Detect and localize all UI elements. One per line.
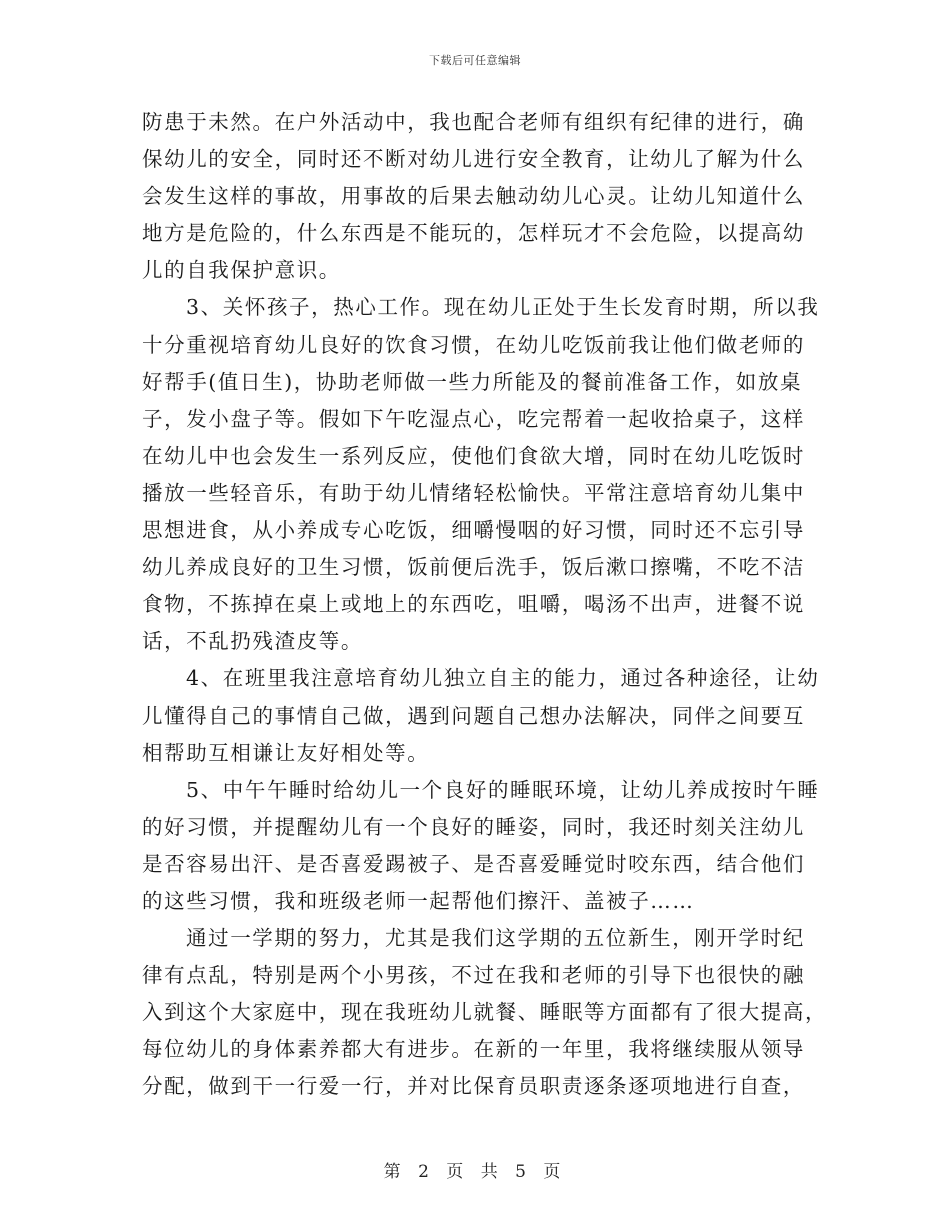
text-line: 地方是危险的，什么东西是不能玩的，怎样玩才不会危险，以提高幼	[142, 221, 805, 246]
text-line: 的好习惯，并提醒幼儿有一个良好的睡姿，同时，我还时刻关注幼儿	[142, 814, 805, 839]
text-line: 的这些习惯，我和班级老师一起帮他们擦汗、盖被子……	[142, 888, 695, 913]
text-line: 会发生这样的事故，用事故的后果去触动幼儿心灵。让幼儿知道什么	[142, 184, 805, 209]
text-line: 好帮手(值日生)，协助老师做一些力所能及的餐前准备工作，如放桌	[142, 369, 803, 394]
paragraph-3-start: 3、关怀孩子，热心工作。现在幼儿正处于生长发育时期，所以我	[186, 295, 820, 320]
text-line: 在幼儿中也会发生一系列反应，使他们食欲大增，同时在幼儿吃饭时	[142, 443, 805, 468]
text-line: 相帮助互相谦让友好相处等。	[142, 740, 430, 765]
text-line: 入到这个大家庭中，现在我班幼儿就餐、睡眠等方面都有了很大提高，	[142, 1000, 828, 1025]
text-line: 分配，做到干一行爱一行，并对比保育员职责逐条逐项地进行自查，	[142, 1074, 805, 1099]
text-line: 播放一些轻音乐，有助于幼儿情绪轻松愉快。平常注意培育幼儿集中	[142, 480, 805, 505]
text-line: 儿懂得自己的事情自己做，遇到问题自己想办法解决，同伴之间要互	[142, 703, 805, 728]
text-line: 食物，不拣掉在桌上或地上的东西吃，咀嚼，喝汤不出声，进餐不说	[142, 592, 805, 617]
text-line: 每位幼儿的身体素养都大有进步。在新的一年里，我将继续服从领导	[142, 1037, 805, 1062]
body-text	[142, 104, 828, 1106]
text-line: 是否容易出汗、是否喜爱踢被子、是否喜爱睡觉时咬东西，结合他们	[142, 851, 805, 876]
text-line: 子，发小盘子等。假如下午吃湿点心，吃完帮着一起收拾桌子，这样	[142, 406, 805, 431]
text-line: 十分重视培育幼儿良好的饮食习惯，在幼儿吃饭前我让他们做老师的	[142, 332, 805, 357]
text-line: 防患于未然。在户外活动中，我也配合老师有组织有纪律的进行，确	[142, 110, 805, 134]
text-line: 思想进食，从小养成专心吃饭，细嚼慢咽的好习惯，同时还不忘引导	[142, 518, 805, 543]
text-line: 律有点乱，特别是两个小男孩，不过在我和老师的引导下也很快的融	[142, 963, 805, 988]
text-line: 儿的自我保护意识。	[142, 258, 341, 283]
paragraph-summary-start: 通过一学期的努力，尤其是我们这学期的五位新生，刚开学时纪	[186, 926, 805, 951]
paragraph-5-start: 5、中午午睡时给幼儿一个良好的睡眠环境，让幼儿养成按时午睡	[186, 777, 820, 802]
paragraph-4-start: 4、在班里我注意培育幼儿独立自主的能力，通过各种途径，让幼	[186, 666, 820, 691]
page-footer: 第 2 页 共 5 页	[383, 1162, 567, 1182]
text-line: 话，不乱扔残渣皮等。	[142, 629, 363, 654]
page-header: 下载后可任意编辑	[429, 54, 521, 67]
text-line: 保幼儿的安全，同时还不断对幼儿进行安全教育，让幼儿了解为什么	[142, 147, 805, 172]
text-line: 幼儿养成良好的卫生习惯，饭前便后洗手，饭后漱口擦嘴，不吃不洁	[142, 555, 805, 580]
